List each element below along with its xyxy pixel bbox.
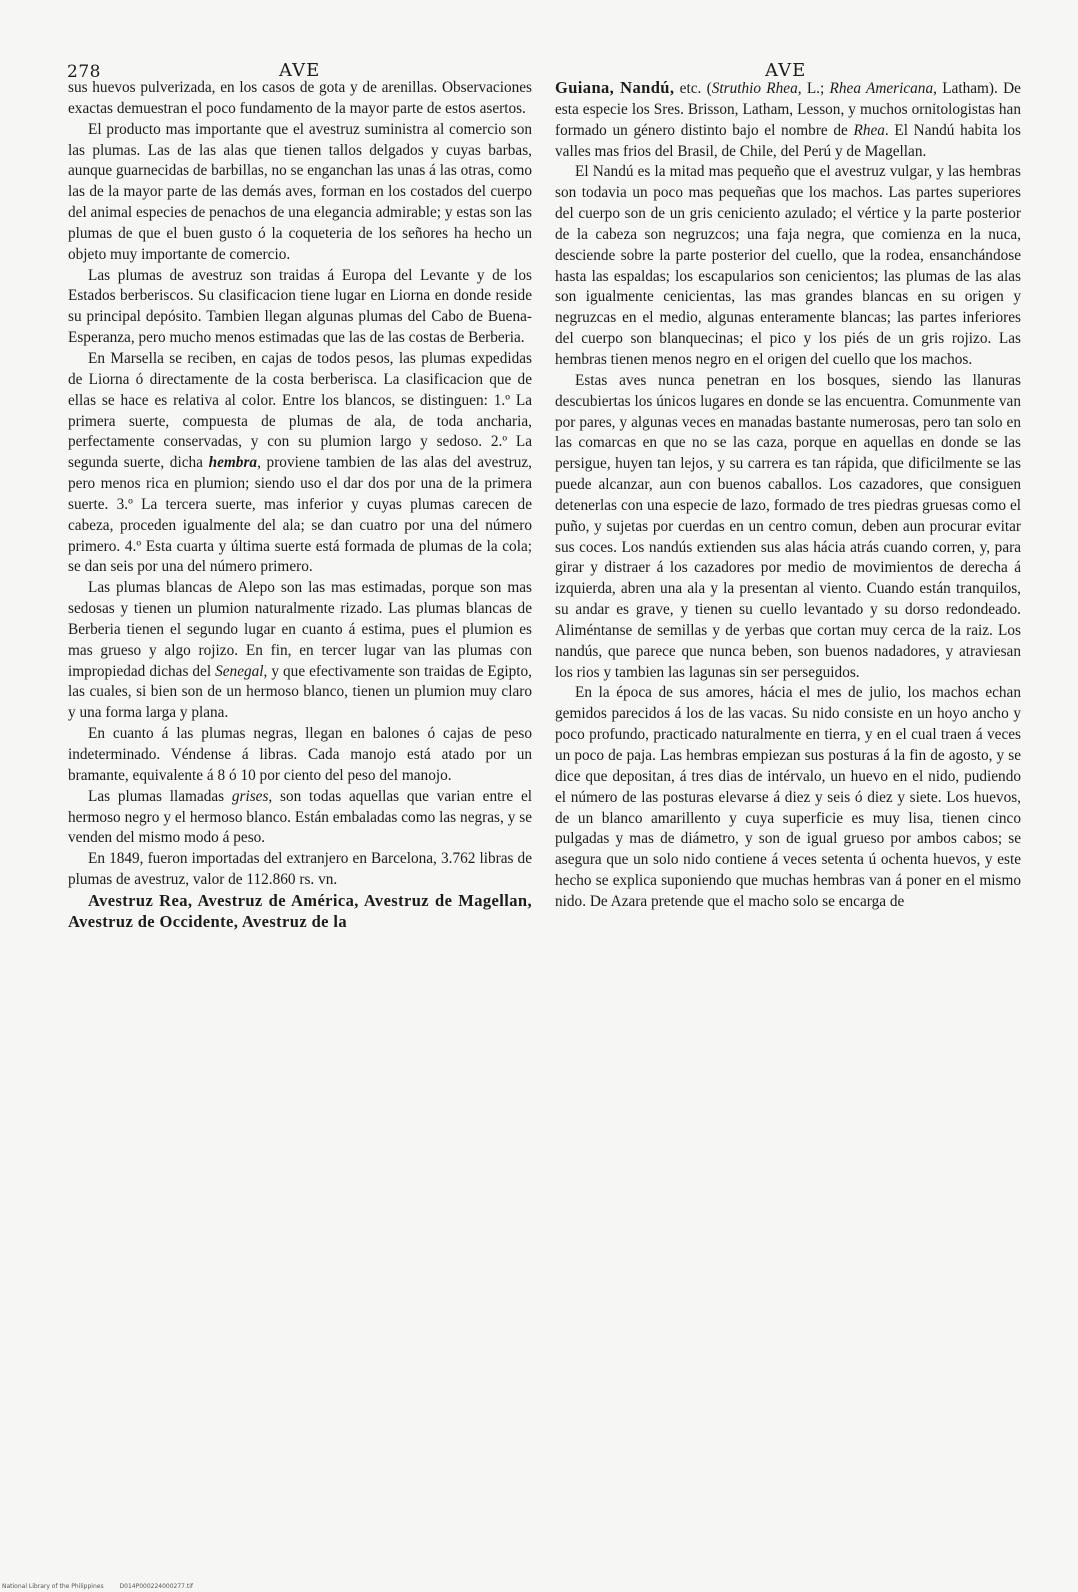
paragraph: El producto mas importante que el avestruz suministra al comercio son las plumas. Las de las alas que tienen tallos delgados y cuyas barbas, aunque guarnecidas de barbillas, no se enganchan las unas á las otras, como las de la mayor parte de las demás aves, forman en los costados del cuerpo del animal especies de penachos de una elegancia admirable; y estas son las plumas de que el buen gusto ó la coqueteria de los señores ha hecho un objeto muy importante de comercio. <box>68 120 532 263</box>
italic-term: grises <box>231 787 269 805</box>
text-run: etc. ( <box>674 80 712 97</box>
left-column <box>68 78 532 933</box>
entry-heading-continued: Guiana, Nandú, <box>555 78 675 97</box>
italic-term: hembra <box>208 454 258 472</box>
paragraph: En la época de sus amores, hácia el mes de julio, los machos echan gemidos parecidos á los de las vacas. Su nido consiste en un hoyo ancho y poco profundo, practicado naturalmente en tierra, y en el cual traen á veces un poco de paja. Las hembras empiezan sus posturas á la fin de agosto, y se dice que depositan, á tres dias de intérvalo, un huevo en el nido, pudiendo el número de las posturas elevarse á diez y seis ó diez y siete. Los huevos, de un blanco amarillento y cuya superficie es muy lisa, tienen cinco pulgadas y mas de diámetro, y son de igual grueso por ambos cabos; se asegura que un solo nido contiene á veces setenta ú ochenta huevos, y este hecho se explica suponiendo que muchas hembras van á poner en el mismo nido. De Azara pretende que el macho solo se encarga de <box>555 684 1021 910</box>
paragraph <box>68 578 532 724</box>
text-run: , proviene tambien de las alas del avestruz, pero menos rica en plumion; siendo uso el dar dos por una de la primera suerte. 3.º La tercera suerte, mas inferior y cuyas plumas carecen de cabeza, proceden igualmente del ala; se dan cuatro por una del número primero. 4.º Esta cuarta y última suerte está formada de plumas de la cola; se dan seis por una del número primero. <box>68 454 533 576</box>
paragraph: En 1849, fueron importadas del extranjero en Barcelona, 3.762 libras de plumas de avestruz, valor de 112.860 rs. vn. <box>68 850 532 889</box>
paragraph <box>68 349 532 578</box>
entry-heading: Avestruz Rea, Avestruz de América, Avestruz de Magellan, Avestruz de Occidente, Avestruz de la <box>68 890 532 931</box>
file-code: D014P000224000277.tif <box>119 1583 194 1590</box>
running-header-right: AVE <box>765 60 807 81</box>
page-number: 278 <box>67 62 101 82</box>
paragraph <box>68 787 532 850</box>
species-name: Rhea <box>853 121 885 139</box>
species-name: Struthio Rhea <box>711 80 798 97</box>
paragraph: En cuanto á las plumas negras, llegan en balones ó cajas de peso indeterminado. Véndense á libras. Cada manojo está atado por un bramante, equivalente á 8 ó 10 por ciento del peso del manojo. <box>68 725 532 784</box>
paragraph: El Nandú es la mitad mas pequeño que el avestruz vulgar, y las hembras son todavia un poco mas pequeñas que los machos. Las partes superiores del cuerpo son de un gris ceniciento azulado; el vértice y la parte posterior de la cabeza son negruzcos; una faja negra, que comienza en la nuca, desciende sobre la parte posterior del cuello, que la rodea, ensanchándose hasta las espaldas; los escapularios son cenicientos; las plumas de las alas son igualmente cenicientas, las mas grandes blancas en su origen y negruzcas en el medio, algunas enteramente blancas; las partes inferiores del cuerpo son blanquecinas; el pico y los piés de un gris rojizo. Las hembras tienen menos negro en el origen del cuello que los machos. <box>555 163 1021 368</box>
text-run: . El Nandú habita los valles mas frios del Brasil, de Chile, del Perú y de Magellan. <box>555 121 1021 160</box>
species-name: Rhea Americana <box>829 80 934 97</box>
text-run: , son todas aquellas que varian entre el hermoso negro y el hermoso blanco. Están embaladas como las negras, y se venden del mismo modo á peso. <box>68 787 532 847</box>
paragraph: Las plumas de avestruz son traidas á Europa del Levante y de los Estados berberiscos. Su clasificacion tiene lugar en Liorna en donde reside su principal depósito. Tambien llegan algunas plumas del Cabo de Buena-Esperanza, pero mucho menos estimadas que las de las costas de Berberia. <box>68 266 532 347</box>
right-column <box>555 78 1021 913</box>
scan-footer <box>2 1583 207 1590</box>
italic-term: Senegal <box>215 662 264 680</box>
text-run: Las plumas llamadas <box>88 787 225 805</box>
paragraph: sus huevos pulverizada, en los casos de gota y de arenillas. Observaciones exactas demuestran el poco fundamento de la mayor parte de estos asertos. <box>68 79 532 117</box>
paragraph: Estas aves nunca penetran en los bosques, siendo las llanuras descubiertas los únicos lugares en donde se las encuentra. Comunmente van por pares, y algunas veces en manadas bastante numerosas, pero tan solo en las comarcas en que no se las caza, porque en aquellas en donde se las persigue, huyen tan lejos, y su carrera es tan rápida, que dificilmente se las puede alcanzar, aun con buenos caballos. Los cazadores, que consiguen detenerlas con una especie de lazo, formado de tres piedras gruesas como el puño, y sujetas por cuerdas en un centro comun, deben aun procurar evitar sus coces. Los nandús extienden sus alas hácia atrás cuando corren, y, para girar y distraer á los cazadores por medio de movimientos de derecha á izquierda, abren una ala y la presentan al viento. Cuando están tranquilos, su andar es grave, y tienen su cuello levantado y su dorso redondeado. Aliméntanse de semillas y de yerbas que cortan muy cerca de la raiz. Los nandús, que parece que nunca beben, son buenos nadadores, y atraviesan los rios y tambien las lagunas sin ser perseguidos. <box>555 371 1021 681</box>
library-credit: National Library of the Philippines <box>2 1583 104 1590</box>
running-header-left: AVE <box>279 60 321 81</box>
text-run: , Latham). De esta especie los Sres. Brisson, Latham, Lesson, y muchos ornitologistas han formado un género distinto bajo el nombre de <box>555 80 1021 139</box>
text-run: , L.; <box>797 80 825 97</box>
text-run: , y que efectivamente son traidas de Egipto, las cuales, si bien son de un hermoso blanco, tienen un plumion muy claro y una forma larga y plana. <box>68 662 532 722</box>
paragraph <box>555 78 1021 162</box>
text-run: Las plumas blancas de Alepo son las mas estimadas, porque son mas sedosas y tienen un plumion naturalmente rizado. Las plumas blancas de Berberia tienen el segundo lugar en cuanto á estima, pues el plumion es mas grueso y algo rojizo. En fin, en tercer lugar van las plumas con impropiedad dichas del <box>68 579 532 680</box>
text-run: En Marsella se reciben, en cajas de todos pesos, las plumas expedidas de Liorna ó directamente de la costa berberisca. La clasificacion que de ellas se hace es relativa al color. Entre los blancos, se distinguen: 1.º La primera suerte, compuesta de plumas de ala, de toda ancharia, perfectamente conservadas, y con su plumion largo y sedoso. 2.º La segunda suerte, dicha <box>68 349 532 472</box>
